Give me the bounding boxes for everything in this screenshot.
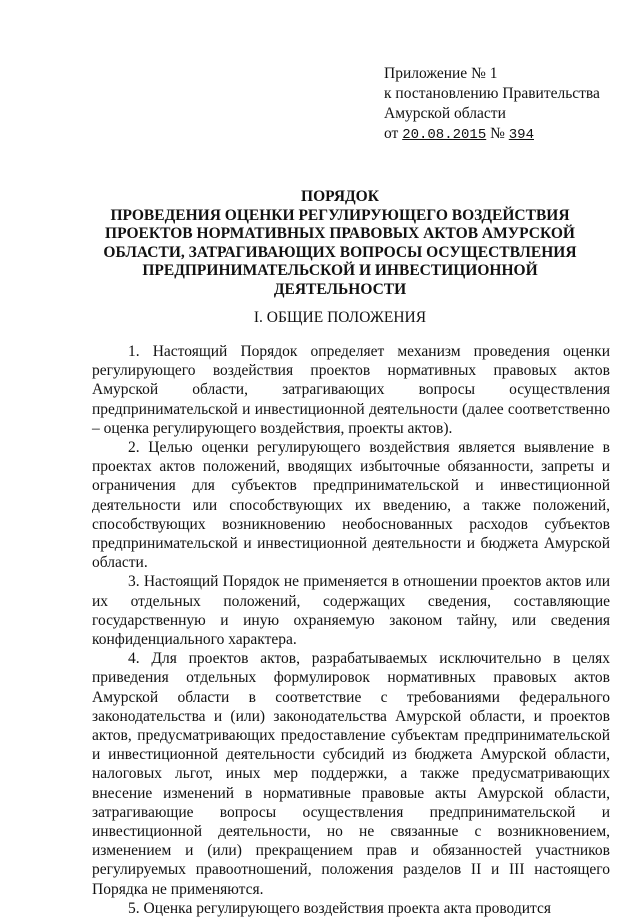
appendix-date-line [384, 124, 624, 145]
appendix-block [384, 64, 624, 145]
paragraph: 5. Оценка регулирующего воздействия проекта акта проводится [128, 899, 552, 917]
appendix-title: Приложение № 1 [384, 65, 498, 82]
appendix-reference: к постановлению Правительства [384, 85, 600, 102]
title-line: ОБЛАСТИ, ЗАТРАГИВАЮЩИХ ВОПРОСЫ ОСУЩЕСТВЛЕНИЯ [103, 243, 577, 261]
date-prefix: от [384, 125, 399, 142]
document-body [92, 342, 610, 918]
title-line: ПРЕДПРИНИМАТЕЛЬСКОЙ И ИНВЕСТИЦИОННОЙ [142, 262, 538, 279]
section-heading: I. ОБЩИЕ ПОЛОЖЕНИЯ [253, 309, 427, 326]
title-line: ПРОВЕДЕНИЯ ОЦЕНКИ РЕГУЛИРУЮЩЕГО ВОЗДЕЙСТВИЯ [110, 206, 570, 224]
title-line: ПРОЕКТОВ НОРМАТИВНЫХ ПРАВОВЫХ АКТОВ АМУРСКОЙ [105, 225, 575, 242]
title-line: ДЕЯТЕЛЬНОСТИ [273, 280, 407, 298]
paragraph: 4. Для проектов актов, разрабатываемых исключительно в целях приведения отдельных формулировок нормативных правовых актов Амурской области в соответствие с требованиями федерального законодательства и (или) законодательства Амурской области, и проектов актов, предусматривающих предоставление субъектам предпринимательской и инвестиционной деятельности субсидий из бюджета Амурской области, налоговых льгот, иных мер поддержки, а также предусматривающих внесение изменений в нормативные правовые акты Амурской области, затрагивающие вопросы осуществления предпринимательской и инвестиционной деятельности, но не связанные с возникновением, изменением и (или) прекращением прав и обязанностей участников регулируемых правоотношений, положения разделов II и III настоящего Порядка не применяются. [92, 650, 610, 898]
decree-number: 394 [508, 127, 534, 143]
document-title [80, 188, 600, 299]
paragraph: 3. Настоящий Порядок не применяется в отношении проектов актов или их отдельных положений, содержащих сведения, составляющие государственную и иную охраняемую законом тайну, или сведения конфиденциального характера. [92, 573, 610, 649]
paragraph: 2. Целью оценки регулирующего воздействия является выявление в проектах актов положений, вводящих избыточные обязанности, запреты и ограничения для субъектов предпринимательской и инвестиционной деятельности или способствующих их введению, а также положений, способствующих возникновению необоснованных расходов субъектов предпринимательской и инвестиционной деятельности и бюджета Амурской области. [92, 439, 610, 572]
number-prefix: № [490, 125, 505, 142]
appendix-region: Амурской области [384, 105, 506, 122]
decree-date: 20.08.2015 [402, 127, 487, 143]
title-line: ПОРЯДОК [301, 188, 379, 205]
paragraph: 1. Настоящий Порядок определяет механизм проведения оценки регулирующего воздействия проектов нормативных правовых актов Амурской области, затрагивающих вопросы осуществления предпринимательской и инвестиционной деятельности (далее соответственно – оценка регулирующего воздействия, проекты актов). [92, 343, 610, 437]
